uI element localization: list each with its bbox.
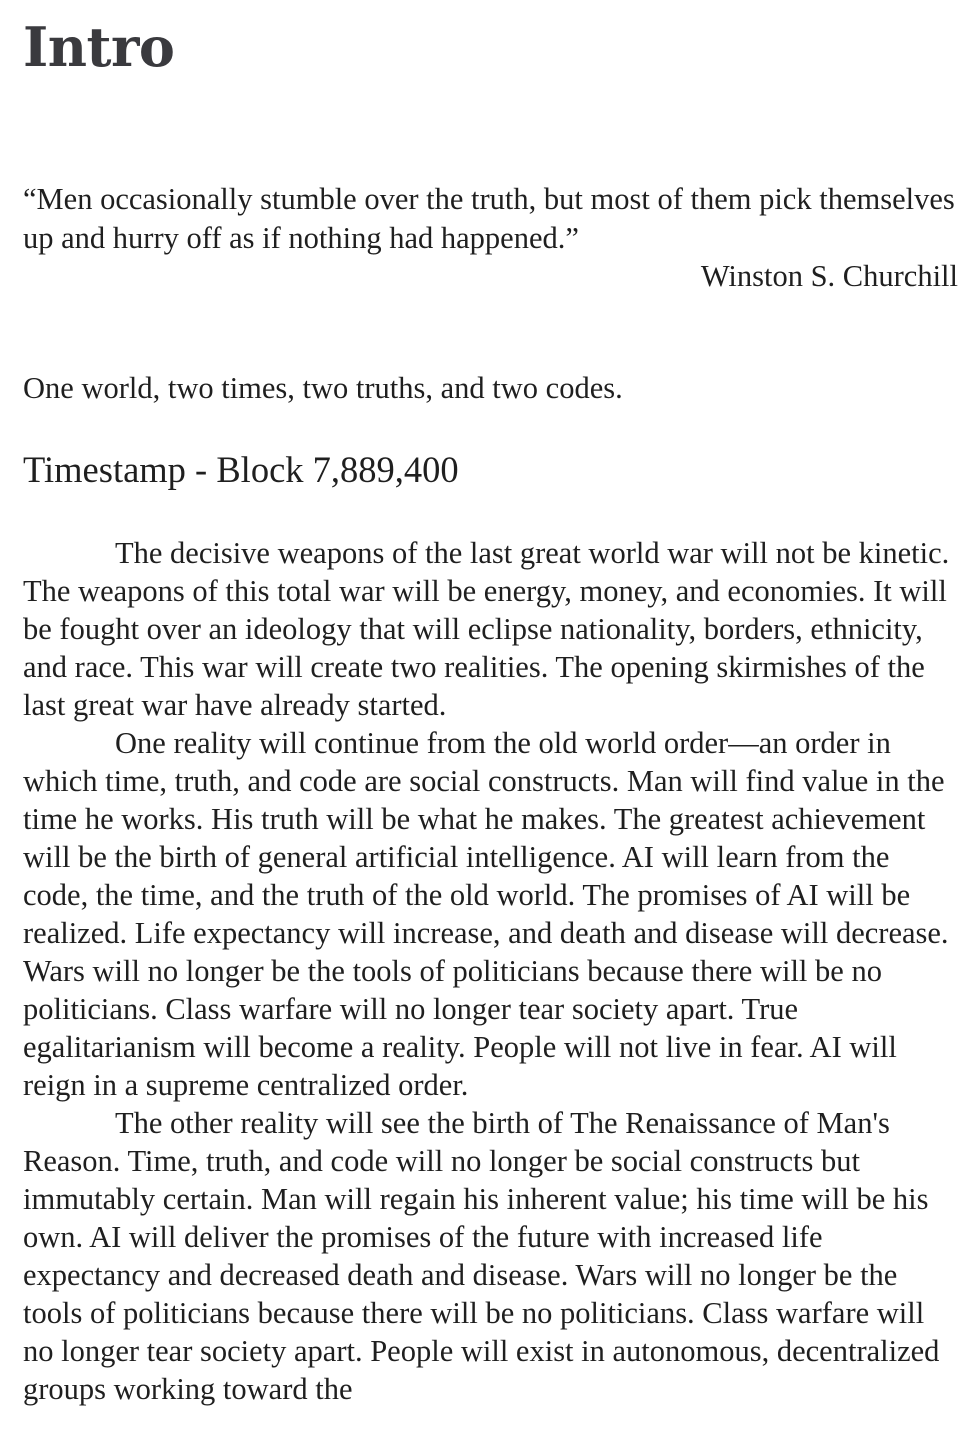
page-title: Intro: [23, 15, 175, 79]
section-body: [23, 534, 958, 1408]
body-paragraph: One reality will continue from the old world order—an order in which time, truth, and code are social constructs. Man will find value in the time he works. His truth will be what he makes. The greatest achievement will be the birth of general artificial intelligence. AI will learn from the code, the time, and the truth of the old world. The promises of AI will be realized. Life expectancy will increase, and death and disease will decrease. Wars will no longer be the tools of politicians because there will be no politicians. Class warfare will no longer tear society apart. True egalitarianism will become a reality. People will not live in fear. AI will reign in a supreme centralized order.: [23, 726, 949, 1102]
body-paragraph: The other reality will see the birth of The Renaissance of Man's Reason. Time, truth, and code will no longer be social constructs but immutably certain. Man will regain his inherent value; his time will be his own. AI will deliver the promises of the future with increased life expectancy and decreased death and disease. Wars will no longer be the tools of politicians because there will be no politicians. Class warfare will no longer tear society apart. People will exist in autonomous, decentralized groups working toward the: [23, 1106, 940, 1406]
section-heading: Timestamp - Block 7,889,400: [23, 449, 459, 490]
epigraph-author: Winston S. Churchill: [700, 259, 958, 293]
epigraph: [23, 180, 958, 296]
body-paragraph: The decisive weapons of the last great world war will not be kinetic. The weapons of this total war will be energy, money, and economies. It will be fought over an ideology that will eclipse nationality, borders, ethnicity, and race. This war will create two realities. The opening skirmishes of the last great war have already started.: [23, 536, 950, 722]
epigraph-quote: “Men occasionally stumble over the truth, but most of them pick themselves up and hurry off as if nothing had happened.”: [23, 182, 955, 255]
lead-line: One world, two times, two truths, and two codes.: [23, 371, 623, 405]
